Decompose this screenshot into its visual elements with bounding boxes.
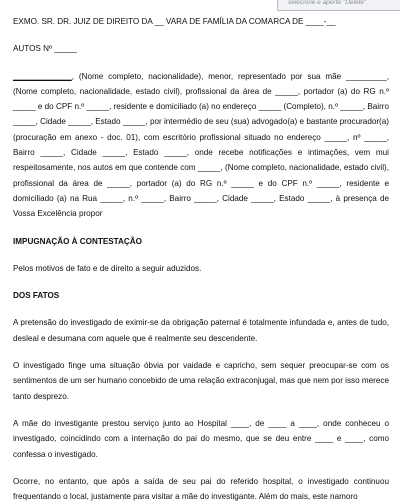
document-page (13, 14, 389, 504)
qualification-paragraph (13, 69, 389, 222)
section-heading: DOS FATOS (13, 291, 60, 301)
top-hint-bar (277, 0, 400, 11)
case-number: AUTOS Nº _____ (13, 44, 77, 54)
body-paragraph: A pretensão do investigado de eximir-se da obrigação paternal é totalmente infundada e, antes de tudo, desleal e desumana com aquele que é realmente seu descendente. (13, 318, 389, 343)
body-paragraph: Ocorre, no entanto, que após a saída de seu pai do referido hospital, o investigado continuou frequentando o local, justamente para visitar a mãe do investigante. Além do mais, este namoro (13, 476, 389, 502)
court-header: EXMO. SR. DR. JUIZ DE DIREITO DA __ VARA DE FAMÍLIA DA COMARCA DE ____-__ (13, 17, 336, 26)
qualification-text: , (Nome completo, nacionalidade), menor, representado por sua mãe _________, (Nome completo, nacionalidade, estado civil), profissional da área de _____, portador (a) do RG n.º _____ e do CPF n.º _____, residente e domiciliado (a) no endereço _____ (Completo), n.º _____, Bairro _____, Cidade _____, Estado _____, por intermédio de seu (sua) advogado(a) e bastante procurador(a) (procuração em anexo - doc. 01), com escritório profissional situado no endereço _____, nº _____, Bairro _____, Cidade _____, Estado _____, onde recebe notificações e intimações, vem mui respeitosamente, nos autos em que contende com _____, (Nome completo, nacionalidade, estado civil), profissional da área de _____, portador (a) do RG n.º _____ e do CPF n.º _____, residente e domiciliado (a) na Rua _____, n.º _____, Bairro _____, Cidade _____, Estado _____, à presença de Vossa Excelência propor (13, 71, 389, 219)
document-title: IMPUGNAÇÃO À CONTESTAÇÃO (13, 236, 142, 246)
intro-paragraph: Pelos motivos de fato e de direito a seguir aduzidos. (13, 263, 202, 273)
body-paragraph: A mãe do investigante prestou serviço junto ao Hospital ____, de ____ a ____, onde conheceu o investigado, coincidindo com a internação do pai do mesmo, que se deu entre ____ e ____, como confessa o investigado. (13, 418, 389, 459)
qualification-lead: _____________ (13, 71, 72, 81)
top-hint-text: selecione e aperte "Delete" (288, 0, 367, 6)
body-paragraph: O investigado finge uma situação óbvia por vaidade e capricho, sem sequer preocupar-se com os sentimentos de um ser humano concebido de uma relação extraconjugal, mas que nem por isso merece tanto desprezo. (13, 361, 389, 401)
